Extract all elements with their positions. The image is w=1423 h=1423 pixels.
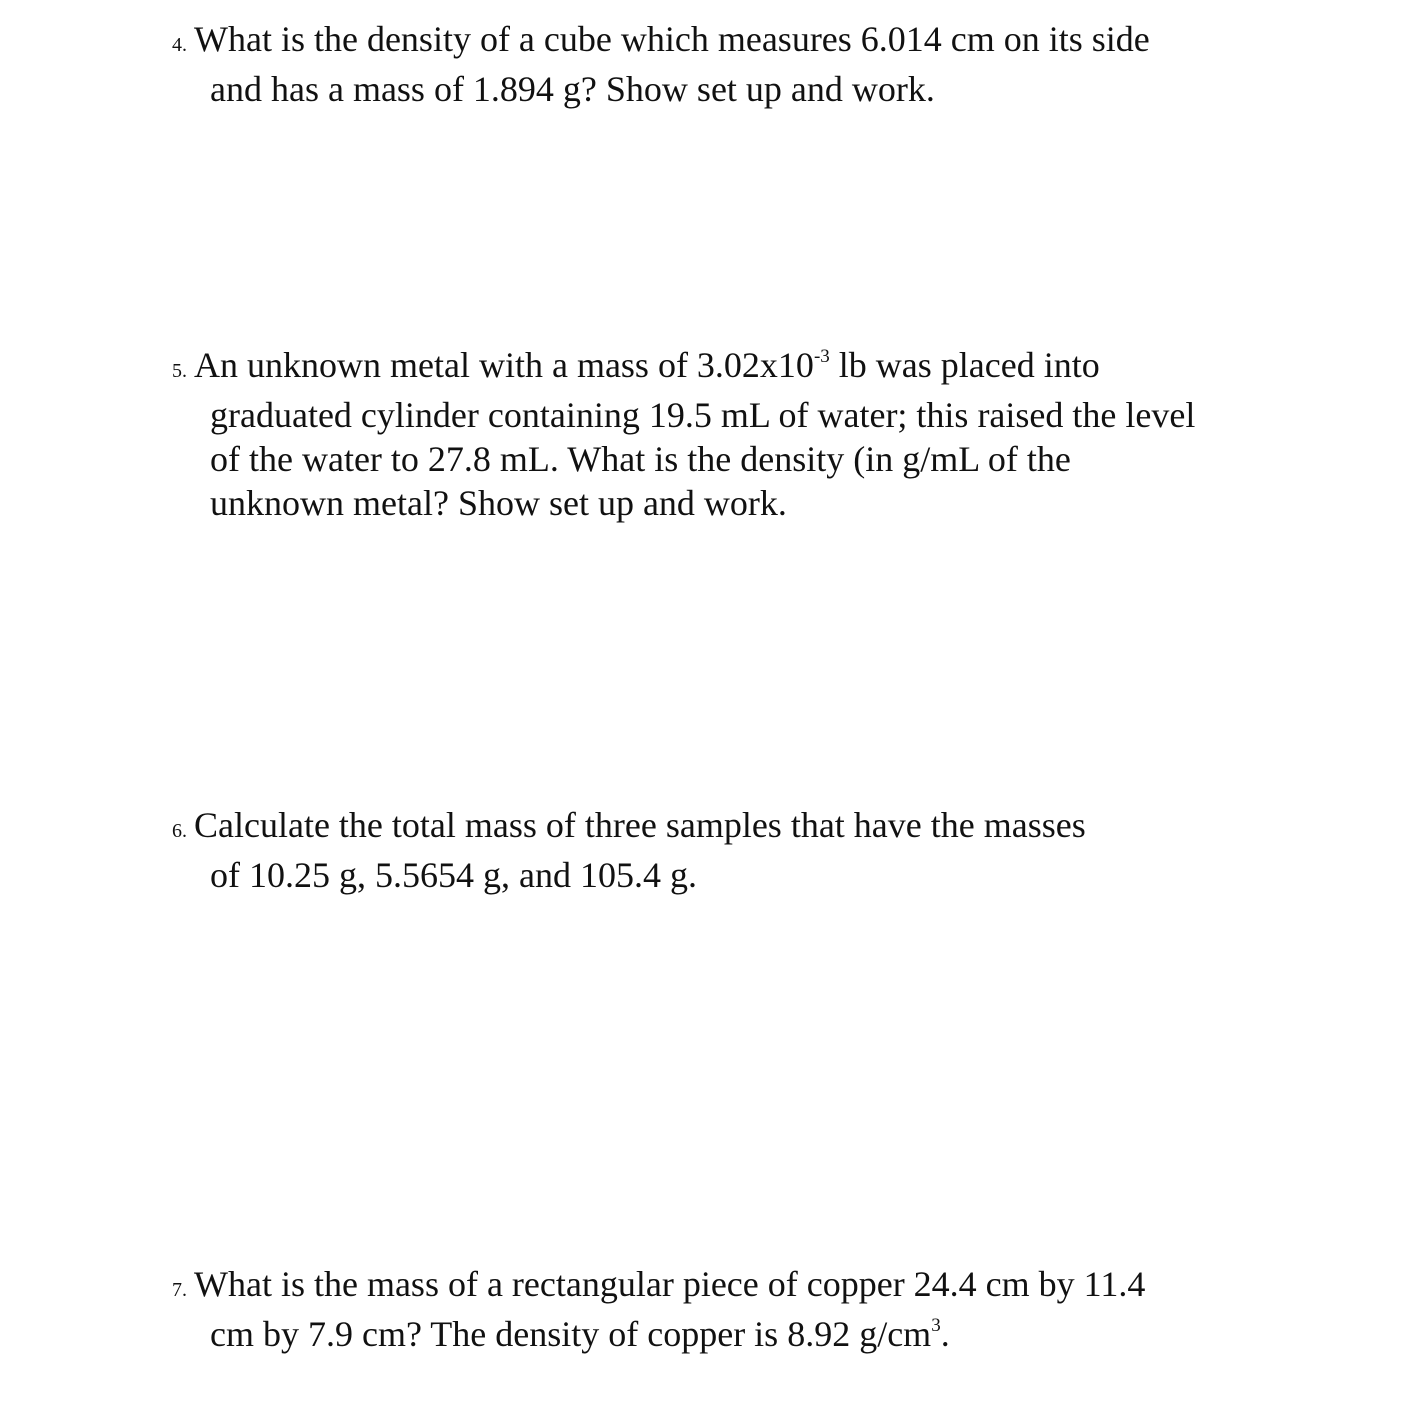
question-4-line-2: and has a mass of 1.894 g? Show set up and work. [210, 69, 935, 109]
question-6-number: 6. [172, 820, 187, 842]
question-5-line-3: of the water to 27.8 mL. What is the density (in g/mL of the [210, 439, 1071, 479]
question-7-text-2a: cm by 7.9 cm? The density of copper is 8.92 g/cm [210, 1314, 932, 1354]
question-5-exponent: -3 [813, 346, 830, 367]
question-4 [172, 17, 1282, 111]
question-5-line-4: unknown metal? Show set up and work. [210, 483, 787, 523]
question-4-number: 4. [172, 34, 187, 56]
question-6 [172, 803, 1282, 897]
question-4-text-1: What is the density of a cube which measures 6.014 cm on its side [194, 19, 1150, 59]
question-7-text-1: What is the mass of a rectangular piece of copper 24.4 cm by 11.4 [194, 1264, 1146, 1304]
question-4-line-1 [172, 17, 1282, 67]
question-6-text-1: Calculate the total mass of three samples that have the masses [194, 805, 1086, 845]
question-7-line-2 [172, 1312, 1282, 1356]
question-7-number: 7. [172, 1279, 187, 1301]
question-5-number: 5. [172, 360, 187, 382]
question-6-line-2: of 10.25 g, 5.5654 g, and 105.4 g. [210, 855, 697, 895]
question-5 [172, 343, 1282, 525]
question-5-line-2: graduated cylinder containing 19.5 mL of water; this raised the level [210, 395, 1196, 435]
question-7-exponent: 3 [931, 1315, 941, 1336]
question-7-text-2b: . [940, 1314, 950, 1354]
question-6-line-1 [172, 803, 1282, 853]
question-7 [172, 1262, 1282, 1356]
question-7-line-1 [172, 1262, 1282, 1312]
question-5-text-1b: lb was placed into [829, 345, 1100, 385]
question-5-line-1 [172, 343, 1282, 393]
question-5-text-1a: An unknown metal with a mass of 3.02x10 [194, 345, 814, 385]
